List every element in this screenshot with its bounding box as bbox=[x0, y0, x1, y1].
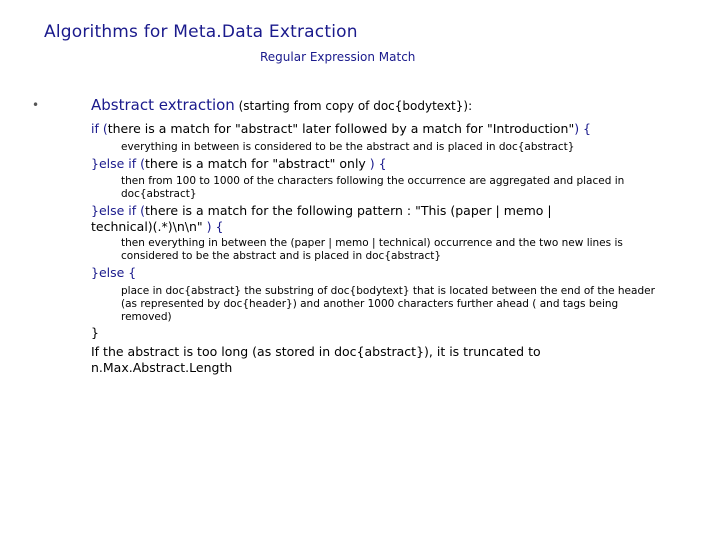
elseif1-condition-text: there is a match for "abstract" only bbox=[145, 156, 366, 171]
elseif2-description: then everything in between the (paper | memo | technical) occurrence and the two new lines is considered to be the abstract and is placed in doc{abstract} bbox=[121, 237, 623, 262]
slide-title: Algorithms for Meta.Data Extraction bbox=[44, 22, 358, 42]
heading-main: Abstract extraction bbox=[91, 96, 235, 114]
if-description: everything in between is considered to be the abstract and is placed in doc{abstract} bbox=[121, 141, 575, 153]
if-condition bbox=[91, 121, 701, 137]
elseif1-close: ) { bbox=[365, 156, 387, 171]
else-line bbox=[91, 265, 136, 281]
slide-subtitle: Regular Expression Match bbox=[260, 50, 416, 64]
heading-rest: (starting from copy of doc{bodytext}): bbox=[234, 99, 473, 113]
section-heading bbox=[91, 96, 472, 114]
elseif2-close: ) { bbox=[202, 219, 224, 234]
closing-brace: } bbox=[91, 325, 99, 340]
elseif1-keyword: }else if ( bbox=[91, 156, 146, 171]
if-keyword: if ( bbox=[91, 121, 108, 136]
bullet-marker: • bbox=[32, 98, 40, 112]
elseif1-description: then from 100 to 1000 of the characters following the occurrence are aggregated and placed in doc{abstract} bbox=[121, 175, 625, 200]
elseif2-condition bbox=[91, 203, 611, 235]
if-close: ) { bbox=[574, 121, 592, 136]
else-keyword: }else { bbox=[91, 265, 137, 280]
elseif2-condition-text: there is a match for the following pattern : "This (paper | memo | technical)(.*)\n\n" bbox=[91, 203, 552, 234]
elseif1-condition bbox=[91, 156, 701, 172]
else-description: place in doc{abstract} the substring of doc{bodytext} that is located between the end of the header (as represented by doc{header}) and another 1000 characters further ahead ( and tags being removed) bbox=[121, 285, 655, 323]
if-condition-text: there is a match for "abstract" later followed by a match for "Introduction" bbox=[107, 121, 575, 136]
truncation-note: If the abstract is too long (as stored in doc{abstract}), it is truncated to n.Max.Abstract.Length bbox=[91, 344, 541, 375]
elseif2-keyword: }else if ( bbox=[91, 203, 146, 218]
